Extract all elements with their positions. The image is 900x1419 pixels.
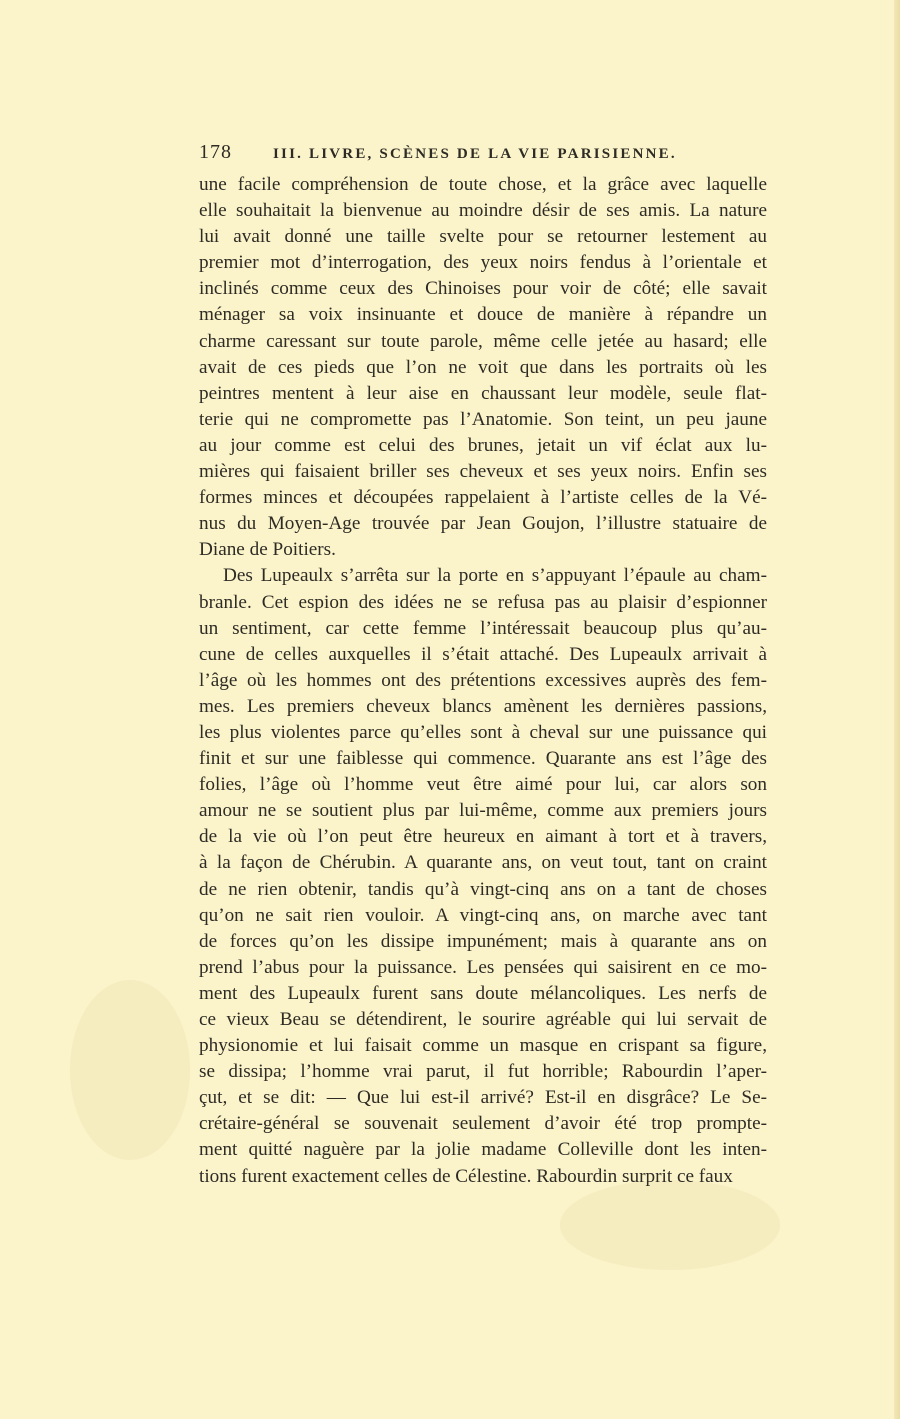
text-line: à la façon de Chérubin. A quarante ans, on veut tout, tant on craint — [199, 852, 767, 874]
paragraph — [199, 563, 767, 1189]
text-line: crétaire-général se souvenait seulement d’avoir été trop prompte- — [199, 1113, 767, 1135]
page-number: 178 — [199, 141, 232, 163]
body-text — [199, 172, 767, 1190]
text-line: l’âge où les hommes ont des prétentions excessives auprès des fem- — [199, 669, 767, 691]
text-line: de la vie où l’on peut être heureux en aimant à tort et à travers, — [199, 826, 767, 848]
text-line: ment quitté naguère par la jolie madame Colleville dont les inten- — [199, 1139, 767, 1161]
text-line: branle. Cet espion des idées ne se refusa pas au plaisir d’espionner — [199, 591, 767, 613]
text-line: mières qui faisaient briller ses cheveux et ses yeux noirs. Enfin ses — [199, 461, 767, 483]
text-line: çut, et se dit: — Que lui est-il arrivé? Est-il en disgrâce? Le Se- — [199, 1087, 767, 1109]
text-line: cune de celles auxquelles il s’était attaché. Des Lupeaulx arrivait à — [199, 643, 767, 665]
text-line: de forces qu’on les dissipe impunément; mais à quarante ans on — [199, 930, 767, 952]
text-line: un sentiment, car cette femme l’intéressait beaucoup plus qu’au- — [199, 617, 767, 639]
paper-smudge — [560, 1180, 780, 1270]
text-line: charme caressant sur toute parole, même celle jetée au hasard; elle — [199, 330, 767, 352]
text-line: tions furent exactement celles de Célestine. Rabourdin surprit ce faux — [199, 1165, 733, 1187]
text-line: qu’on ne sait rien vouloir. A vingt-cinq ans, on marche avec tant — [199, 904, 767, 926]
text-line: une facile compréhension de toute chose, et la grâce avec laquelle — [199, 174, 767, 195]
text-line: se dissipa; l’homme vrai parut, il fut horrible; Rabourdin l’aper- — [199, 1061, 767, 1083]
text-line: nus du Moyen-Age trouvée par Jean Goujon, l’illustre statuaire de — [199, 513, 767, 535]
text-line: lui avait donné une taille svelte pour se retourner lestement au — [199, 226, 767, 248]
text-line: peintres mentent à leur aise en chaussant leur modèle, seule flat- — [199, 382, 767, 404]
text-line: ment des Lupeaulx furent sans doute mélancoliques. Les nerfs de — [199, 982, 767, 1004]
running-title: III. LIVRE, SCÈNES DE LA VIE PARISIENNE. — [273, 146, 677, 162]
text-line: finit et sur une faiblesse qui commence. Quarante ans est l’âge des — [199, 748, 767, 770]
text-line: premier mot d’interrogation, des yeux noirs fendus à l’orientale et — [199, 252, 767, 274]
text-line: de ne rien obtenir, tandis qu’à vingt-cinq ans on a tant de choses — [199, 878, 767, 900]
text-line: ménager sa voix insinuante et douce de manière à répandre un — [199, 304, 767, 326]
text-line: terie qui ne compromette pas l’Anatomie. Son teint, un peu jaune — [199, 408, 767, 430]
running-head — [199, 141, 769, 167]
text-line: avait de ces pieds que l’on ne voit que dans les portraits où les — [199, 356, 767, 378]
text-line: physionomie et lui faisait comme un masque en crispant sa figure, — [199, 1035, 767, 1057]
text-line: formes minces et découpées rappelaient à l’artiste celles de la Vé- — [199, 487, 767, 509]
text-line: inclinés comme ceux des Chinoises pour voir de côté; elle savait — [199, 278, 767, 300]
text-line: ce vieux Beau se détendirent, le sourire agréable qui lui servait de — [199, 1009, 767, 1030]
paragraph — [199, 172, 767, 563]
text-line: Diane de Poitiers. — [199, 539, 336, 561]
paper-smudge — [70, 980, 190, 1160]
text-line: les plus violentes parce qu’elles sont à cheval sur une puissance qui — [199, 721, 767, 743]
text-line: au jour comme est celui des brunes, jetait un vif éclat aux lu- — [199, 434, 767, 456]
page-edge — [894, 0, 900, 1419]
text-line: Des Lupeaulx s’arrêta sur la porte en s’appuyant l’épaule au cham- — [223, 565, 767, 587]
text-line: folies, l’âge où l’homme veut être aimé pour lui, car alors son — [199, 774, 767, 796]
text-line: prend l’abus pour la puissance. Les pensées qui saisirent en ce mo- — [199, 956, 767, 978]
text-line: elle souhaitait la bienvenue au moindre désir de ses amis. La nature — [199, 200, 767, 222]
text-line: amour ne se soutient plus par lui-même, comme aux premiers jours — [199, 800, 767, 822]
text-line: mes. Les premiers cheveux blancs amènent les dernières passions, — [199, 695, 767, 717]
